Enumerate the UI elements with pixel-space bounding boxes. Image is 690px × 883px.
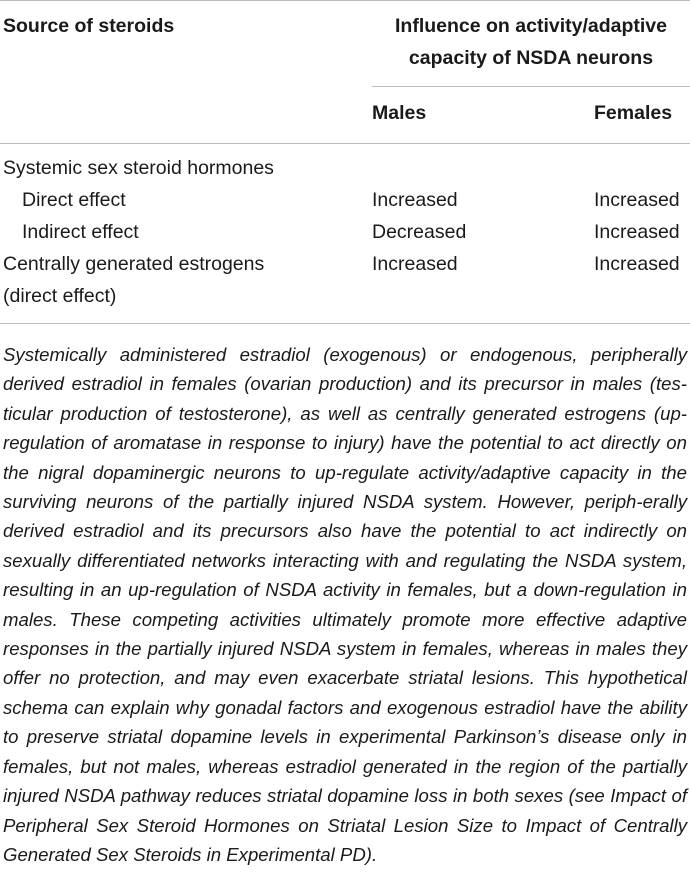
header-influence-line1: Influence on activity/adaptive [395, 15, 667, 37]
table-cell-males: Decreased [372, 221, 467, 243]
table-cell-females: Increased [594, 221, 680, 243]
header-bottom-rule [0, 143, 690, 144]
table-top-rule [0, 0, 690, 1]
influence-subheader-rule [372, 86, 690, 87]
table-row-label: Indirect effect [22, 221, 139, 243]
header-source-of-steroids: Source of steroids [3, 15, 175, 37]
table-cell-males: Increased [372, 189, 458, 211]
header-females: Females [594, 102, 673, 124]
table-cell-females: Increased [594, 253, 680, 275]
header-males: Males [372, 102, 427, 124]
header-influence-line2: capacity of NSDA neurons [408, 47, 654, 69]
table-caption: Systemically administered estradiol (exogenous) or endogenous, peripherally derived estradiol in females (ovarian production) and its precursor in males (tes-ticular production of testosterone), as well as centrally generated estrogens (up-regulation of aromatase in response to injury) have the potential to act directly on the nigral dopaminergic neurons to up-regulate activity/adaptive capacity in the surviving neurons of the partially injured NSDA system. However, periph-erally derived estradiol and its precursors also have the potential to act indirectly on sexually differentiated networks interacting with and regulating the NSDA system, resulting in an up-regulation of NSDA activity in females, but a down-regulation in males. These competing activities ultimately promote more effective adaptive responses in the partially injured NSDA system in females, whereas in males they offer no protection, and may even exacerbate striatal lesions. This hypothetical schema can explain why gonadal factors and exogenous estradiol have the ability to preserve striatal dopamine levels in experimental Parkinson’s disease only in females, but not males, whereas estradiol generated in the region of the partially injured NSDA pathway reduces striatal dopamine loss in both sexes (see Impact of Peripheral Sex Steroid Hormones on Striatal Lesion Size to Impact of Centrally Generated Sex Steroids in Experimental PD). [3, 344, 687, 865]
table-row-label: Direct effect [22, 189, 126, 211]
table-cell-females: Increased [594, 189, 680, 211]
table-cell-males: Increased [372, 253, 458, 275]
table-row-label: (direct effect) [3, 285, 117, 307]
table-row-label: Systemic sex steroid hormones [3, 157, 274, 179]
table-bottom-rule [0, 323, 690, 324]
table-row-label: Centrally generated estrogens [3, 253, 265, 275]
